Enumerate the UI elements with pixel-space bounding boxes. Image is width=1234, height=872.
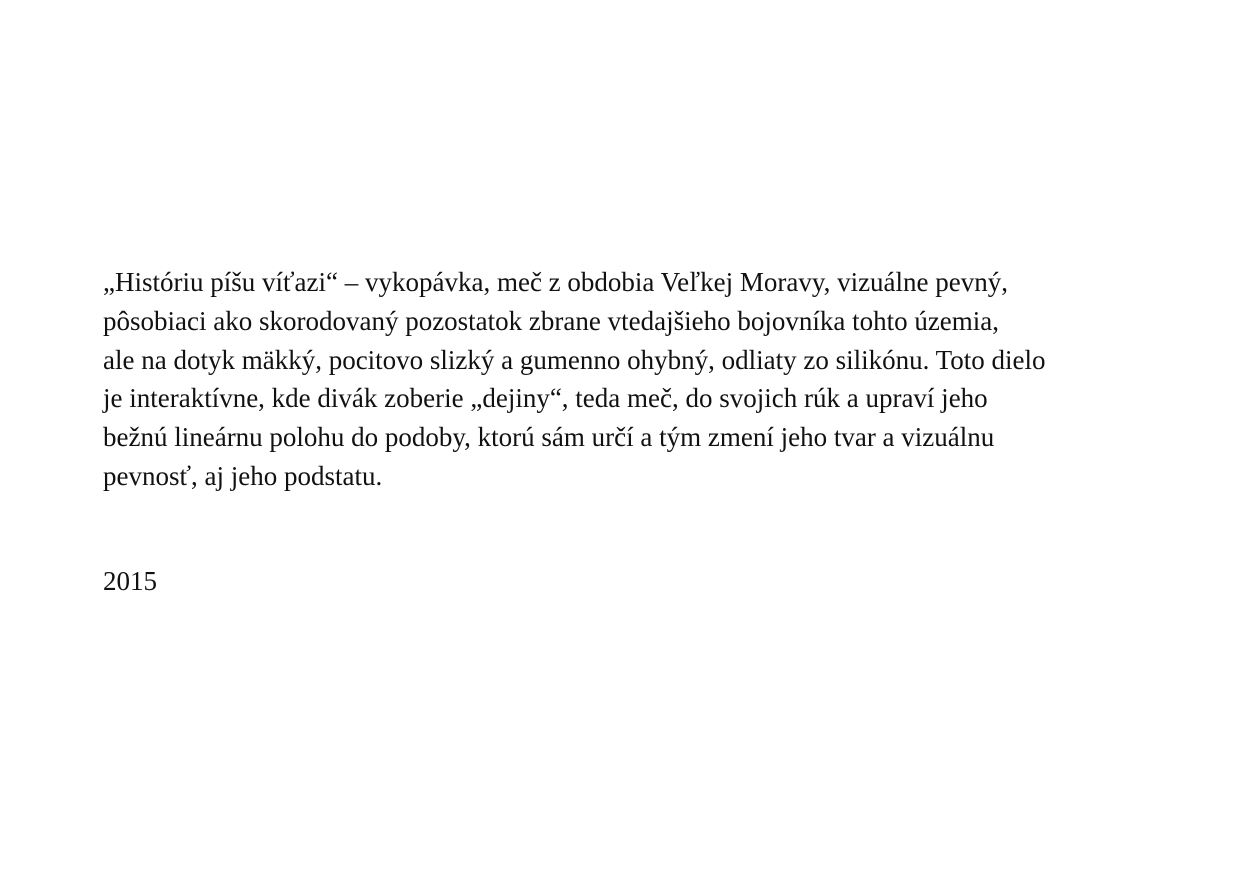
description-line-6: pevnosť, aj jeho podstatu. bbox=[103, 460, 383, 491]
description-line-4: je interaktívne, kde divák zoberie „dejiny“, teda meč, do svojich rúk a upraví jeho bbox=[103, 383, 988, 414]
artwork-year: 2015 bbox=[103, 566, 157, 596]
description-line-2: pôsobiaci ako skorodovaný pozostatok zbrane vtedajšieho bojovníka tohto územia, bbox=[103, 305, 1000, 336]
description-line-5: bežnú lineárnu polohu do podoby, ktorú sám určí a tým zmení jeho tvar a vizuálnu bbox=[103, 422, 995, 453]
description-line-1: „Históriu píšu víťazi“ – vykopávka, meč z obdobia Veľkej Moravy, vizuálne pevný, bbox=[103, 267, 1009, 297]
artwork-description bbox=[103, 263, 1203, 496]
description-line-3: ale na dotyk mäkký, pocitovo slizký a gumenno ohybný, odliaty zo silikónu. Toto dielo bbox=[103, 344, 1046, 375]
